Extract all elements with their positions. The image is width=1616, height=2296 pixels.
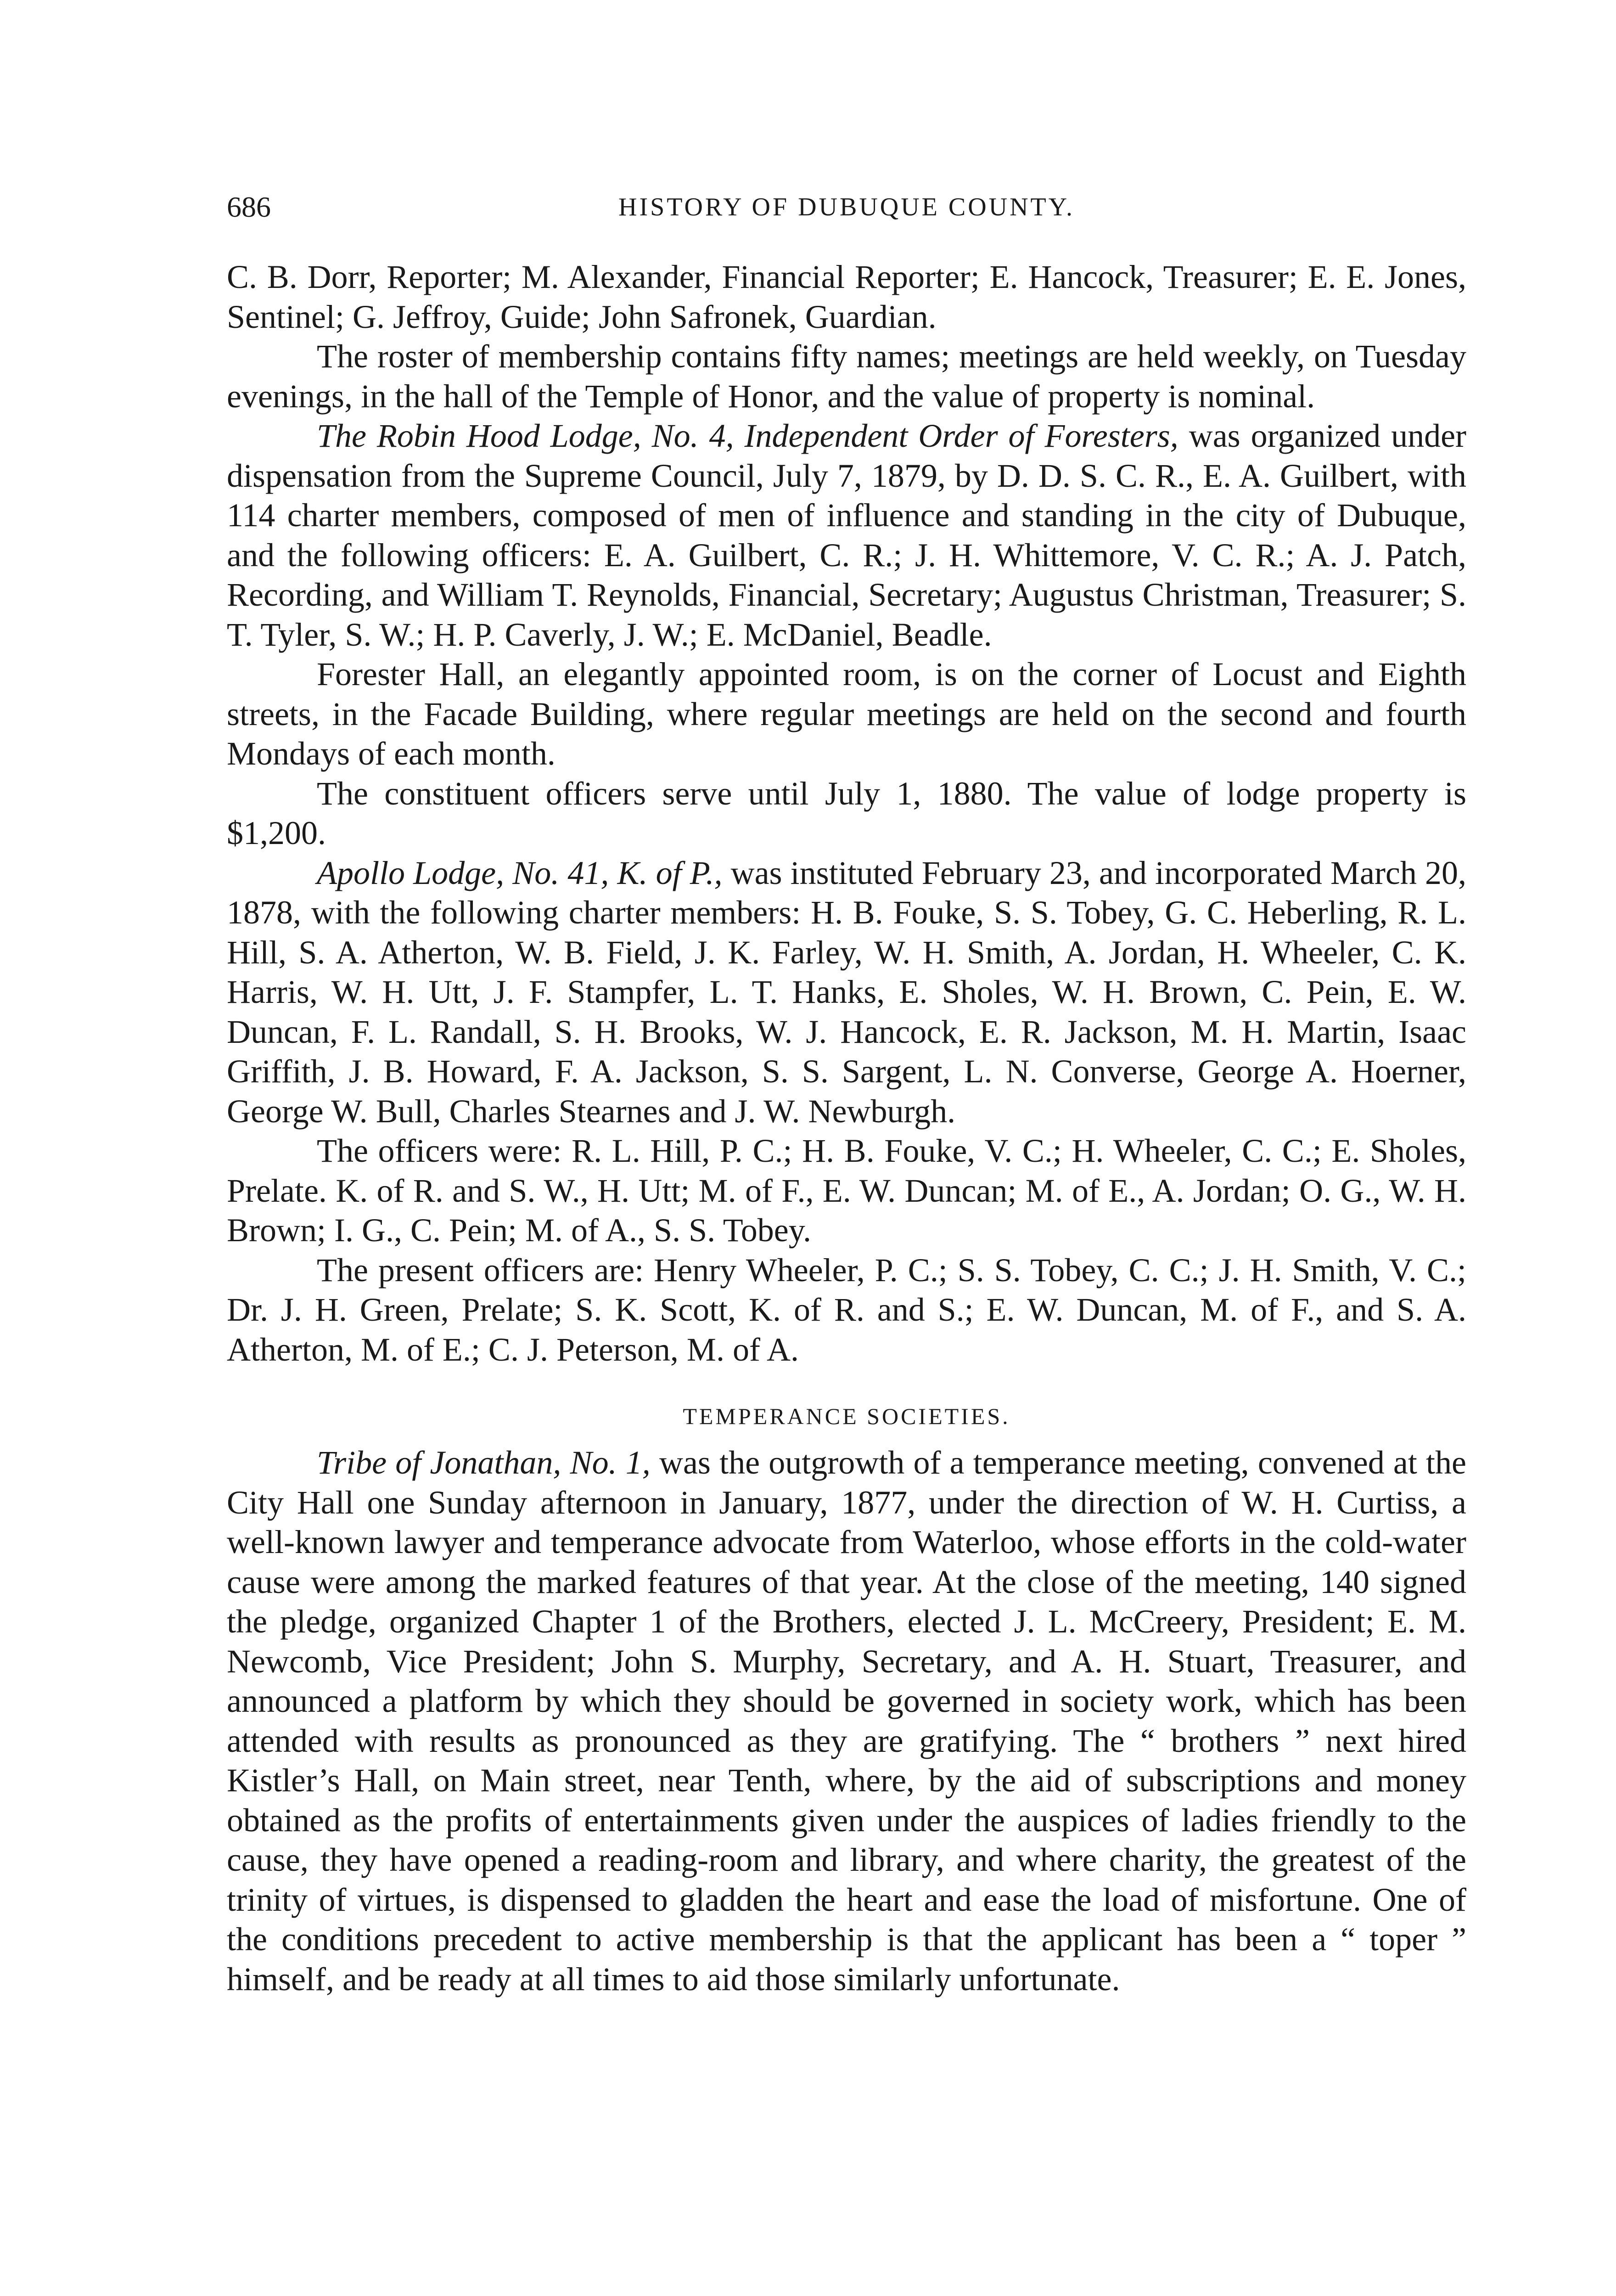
paragraph-forester-hall — [227, 654, 1466, 774]
entry-title: Tribe of Jonathan, No. 1, — [317, 1444, 651, 1481]
paragraph-text: was instituted February 23, and incorporated March 20, 1878, with the following charter members: H. B. Fouke, S. S. Tobey, G. C. Heberling, R. L. Hill, S. A. Atherton, W. B. Field, J. K. Farley, W. H. Smith, A. Jordan, H. Wheeler, C. K. Harris, W. H. Utt, J. F. Stampfer, L. T. Hanks, E. Sholes, W. H. Brown, C. Pein, E. W. Duncan, F. L. Randall, S. H. Brooks, W. J. Hancock, E. R. Jackson, M. H. Martin, Isaac Griffith, J. B. Howard, F. A. Jackson, S. S. Sargent, L. N. Converse, George A. Hoerner, George W. Bull, Charles Stearnes and J. W. Newburgh. — [227, 854, 1467, 1130]
paragraph-constituent-officers — [227, 774, 1466, 853]
paragraph-text: The officers were: R. L. Hill, P. C.; H. B. Fouke, V. C.; H. Wheeler, C. C.; E. Sholes, Prelate. K. of R. and S. W., H. Utt; M. of F., E. W. Duncan; M. of E., A. Jordan; O. G., W. H. Brown; I. G., C. Pein; M. of A., S. S. Tobey. — [227, 1132, 1466, 1249]
page-header — [227, 182, 1466, 232]
paragraph-robin-hood-lodge — [227, 416, 1466, 654]
paragraph-text: The present officers are: Henry Wheeler, P. C.; S. S. Tobey, C. C.; J. H. Smith, V. C.; Dr. J. H. Green, Prelate; S. K. Scott, K. of R. and S.; E. W. Duncan, M. of F., and S. A. Atherton, M. of E.; C. J. Peterson, M. of A. — [227, 1251, 1466, 1368]
paragraph-apollo-lodge — [227, 853, 1466, 1131]
entry-title: The Robin Hood Lodge, No. 4, Independent Order of Foresters, — [317, 417, 1178, 454]
paragraph-text: The roster of membership contains fifty names; meetings are held weekly, on Tuesday evenings, in the hall of the Temple of Honor, and the value of property is nominal. — [227, 338, 1466, 415]
paragraph-text: Forester Hall, an elegantly appointed room, is on the corner of Locust and Eighth streets, in the Facade Building, where regular meetings are held on the second and fourth Mondays of each month. — [227, 656, 1466, 772]
paragraph-membership — [227, 337, 1466, 416]
paragraph-tribe-of-jonathan — [227, 1443, 1466, 1999]
paragraph-text: The constituent officers serve until July 1, 1880. The value of lodge property is $1,200. — [227, 775, 1466, 851]
paragraph-text: was organized under dispensation from the Supreme Council, July 7, 1879, by D. D. S. C. R., E. A. Guilbert, with 114 charter members, composed of men of influence and standing in the city of Dubuque, and the following officers: E. A. Guilbert, C. R.; J. H. Whittemore, V. C. R.; A. J. Patch, Recording, and William T. Reynolds, Financial, Secretary; Augustus Christman, Treasurer; S. T. Tyler, S. W.; H. P. Caverly, J. W.; E. McDaniel, Beadle. — [227, 417, 1467, 653]
running-title: HISTORY OF DUBUQUE COUNTY. — [618, 193, 1075, 221]
page-body — [227, 257, 1466, 1999]
paragraph-present-officers — [227, 1250, 1466, 1370]
paragraph-officers-list — [227, 257, 1466, 337]
paragraph-text: was the outgrowth of a temperance meeting, convened at the City Hall one Sunday afternoon in January, 1877, under the direction of W. H. Curtiss, a well-known lawyer and temperance advocate from Waterloo, whose efforts in the cold-water cause were among the marked features of that year. At the close of the meeting, 140 signed the pledge, organized Chapter 1 of the Brothers, elected J. L. McCreery, President; E. M. Newcomb, Vice President; John S. Murphy, Secretary, and A. H. Stuart, Treasurer, and announced a platform by which they should be governed in society work, which has been attended with results as pronounced as they are gratifying. The “ brothers ” next hired Kistler’s Hall, on Main street, near Tenth, where, by the aid of subscriptions and money obtained as the profits of entertainments given under the auspices of ladies friendly to the cause, they have opened a reading-room and library, and where charity, the greatest of the trinity of virtues, is dispensed to gladden the heart and ease the load of misfortune. One of the conditions precedent to active membership is that the applicant has been a “ toper ” himself, and be ready at all times to aid those similarly unfortunate. — [227, 1444, 1466, 1998]
paragraph-former-officers — [227, 1131, 1466, 1250]
page-number: 686 — [227, 191, 271, 223]
paragraph-text: C. B. Dorr, Reporter; M. Alexander, Financial Reporter; E. Hancock, Treasurer; E. E. Jones, Sentinel; G. Jeffroy, Guide; John Safronek, Guardian. — [227, 259, 1466, 335]
section-heading: TEMPERANCE SOCIETIES. — [683, 1403, 1010, 1429]
entry-title: Apollo Lodge, No. 41, K. of P., — [317, 854, 723, 891]
